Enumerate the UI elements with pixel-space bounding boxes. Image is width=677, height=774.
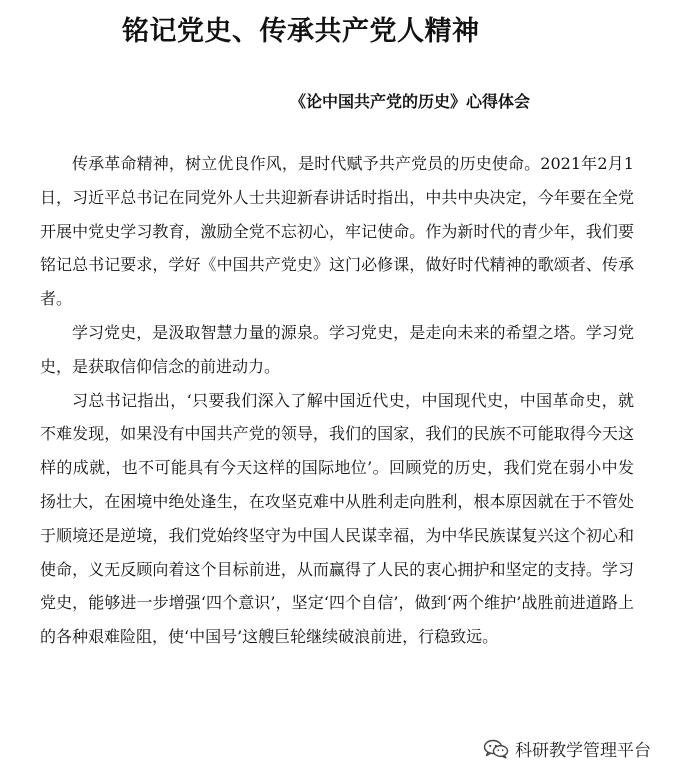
paragraph-2: 学习党史，是汲取智慧力量的源泉。学习党史，是走向未来的希望之塔。学习党史，是获取信仰信念的前进动力。 bbox=[40, 322, 634, 376]
watermark-text: 科研教学管理平台 bbox=[515, 741, 651, 761]
document-title: 铭记党史、传承共产党人精神 bbox=[122, 16, 480, 47]
watermark bbox=[479, 734, 655, 763]
document-subtitle: 《论中国共产党的历史》心得体会 bbox=[290, 92, 531, 111]
paragraph-1: 传承革命精神，树立优良作风，是时代赋予共产党员的历史使命。2021年2月1日，习近平总书记在同党外人士共迎新春讲话时指出，中共中央决定，今年要在全党开展中党史学习教育，激励全党不忘初心，牢记使命。作为新时代的青少年，我们要铭记总书记要求，学好《中国共产党史》这门必修课，做好时代精神的歌颂者、传承者。 bbox=[40, 154, 634, 309]
wechat-icon bbox=[483, 739, 509, 759]
paragraph-3: 习总书记指出，‘只要我们深入了解中国近代史，中国现代史，中国革命史，就不难发现，如果没有中国共产党的领导，我们的国家，我们的民族不可能取得今天这样的成就，也不可能具有今天这样的国际地位’。回顾党的历史，我们党在弱小中发扬壮大，在困境中绝处逢生，在攻坚克难中从胜利走向胜利，根本原因就在于不管处于顺境还是逆境，我们党始终坚守为中国人民谋幸福，为中华民族谋复兴这个初心和使命，义无反顾向着这个目标前进，从而赢得了人民的衷心拥护和坚定的支持。学习党史，能够进一步增强‘四个意识’，坚定‘四个自信’，做到‘两个维护’战胜前进道路上的各种艰难险阻，使‘中国号’这艘巨轮继续破浪前进，行稳致远。 bbox=[40, 390, 634, 647]
document-body bbox=[40, 147, 634, 654]
